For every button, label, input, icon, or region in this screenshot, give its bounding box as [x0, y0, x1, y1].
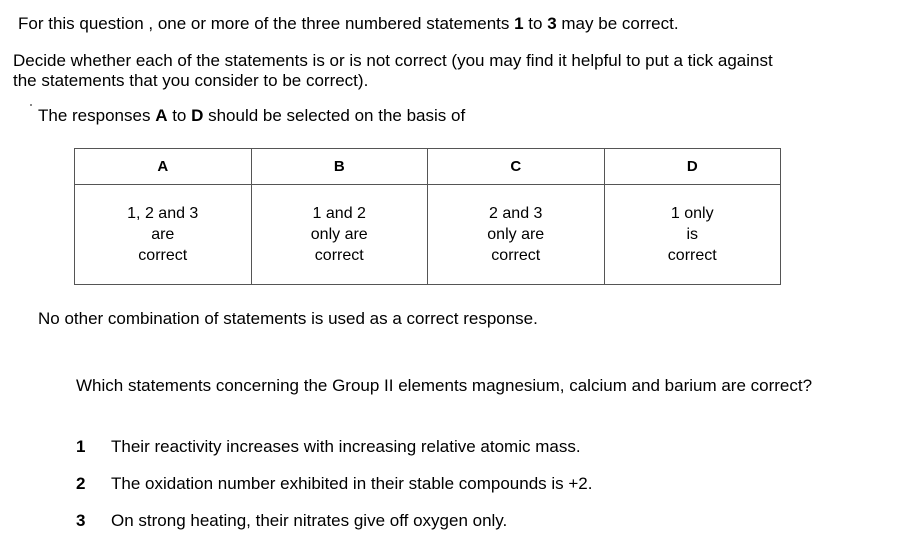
option-cell-c	[428, 185, 605, 285]
option-line: 2 and 3	[489, 205, 543, 222]
option-cell-d	[604, 185, 781, 285]
response-options-table	[74, 148, 781, 285]
statement-number: 1	[76, 437, 86, 456]
instruction-text: the statements that you consider to be correct).	[13, 71, 369, 90]
option-line: correct	[667, 247, 717, 264]
instruction-bold: 1	[514, 14, 524, 33]
option-line: correct	[138, 247, 188, 264]
stray-mark	[30, 104, 32, 106]
option-line: 1, 2 and 3	[127, 205, 199, 222]
header-cell-b: B	[251, 149, 428, 185]
table-body-row	[75, 185, 781, 285]
option-line: correct	[314, 247, 364, 264]
option-line: correct	[491, 247, 541, 264]
table-header-row	[75, 149, 781, 185]
instruction-text: For this question , one or more of the three numbered statements	[18, 14, 515, 33]
header-cell-d: D	[604, 149, 781, 185]
instruction-bold: 3	[547, 14, 557, 33]
instruction-text: Decide whether each of the statements is or is not correct (you may find it helpful to put a tick against	[13, 51, 773, 70]
instruction-line-3	[38, 106, 465, 126]
question-text: Which statements concerning the Group II elements magnesium, calcium and barium are correct?	[76, 376, 813, 395]
option-line: only are	[310, 226, 368, 243]
option-line: is	[686, 226, 699, 243]
instruction-text: The responses	[38, 106, 156, 125]
statement-number: 3	[76, 511, 86, 530]
option-cell-b	[251, 185, 428, 285]
instruction-line-1	[18, 14, 679, 34]
statement-text: The oxidation number exhibited in their stable compounds is +2.	[111, 474, 593, 493]
option-line: only are	[487, 226, 545, 243]
statement-text: Their reactivity increases with increasing relative atomic mass.	[111, 437, 581, 456]
statement-number: 2	[76, 474, 86, 493]
statement-text: On strong heating, their nitrates give off oxygen only.	[111, 511, 508, 530]
no-other-combination-note: No other combination of statements is used as a correct response.	[38, 309, 538, 328]
instruction-bold: A	[155, 106, 168, 125]
instruction-text: may be correct.	[556, 14, 679, 33]
instruction-bold: D	[191, 106, 204, 125]
instruction-text: to	[523, 14, 548, 33]
option-cell-a	[75, 185, 252, 285]
header-cell-a: A	[75, 149, 252, 185]
header-cell-c: C	[428, 149, 605, 185]
option-line: are	[151, 226, 175, 243]
instruction-line-2	[13, 51, 773, 91]
instruction-text: should be selected on the basis of	[203, 106, 466, 125]
option-line: 1 only	[670, 205, 714, 222]
instruction-text: to	[167, 106, 192, 125]
option-line: 1 and 2	[312, 205, 366, 222]
